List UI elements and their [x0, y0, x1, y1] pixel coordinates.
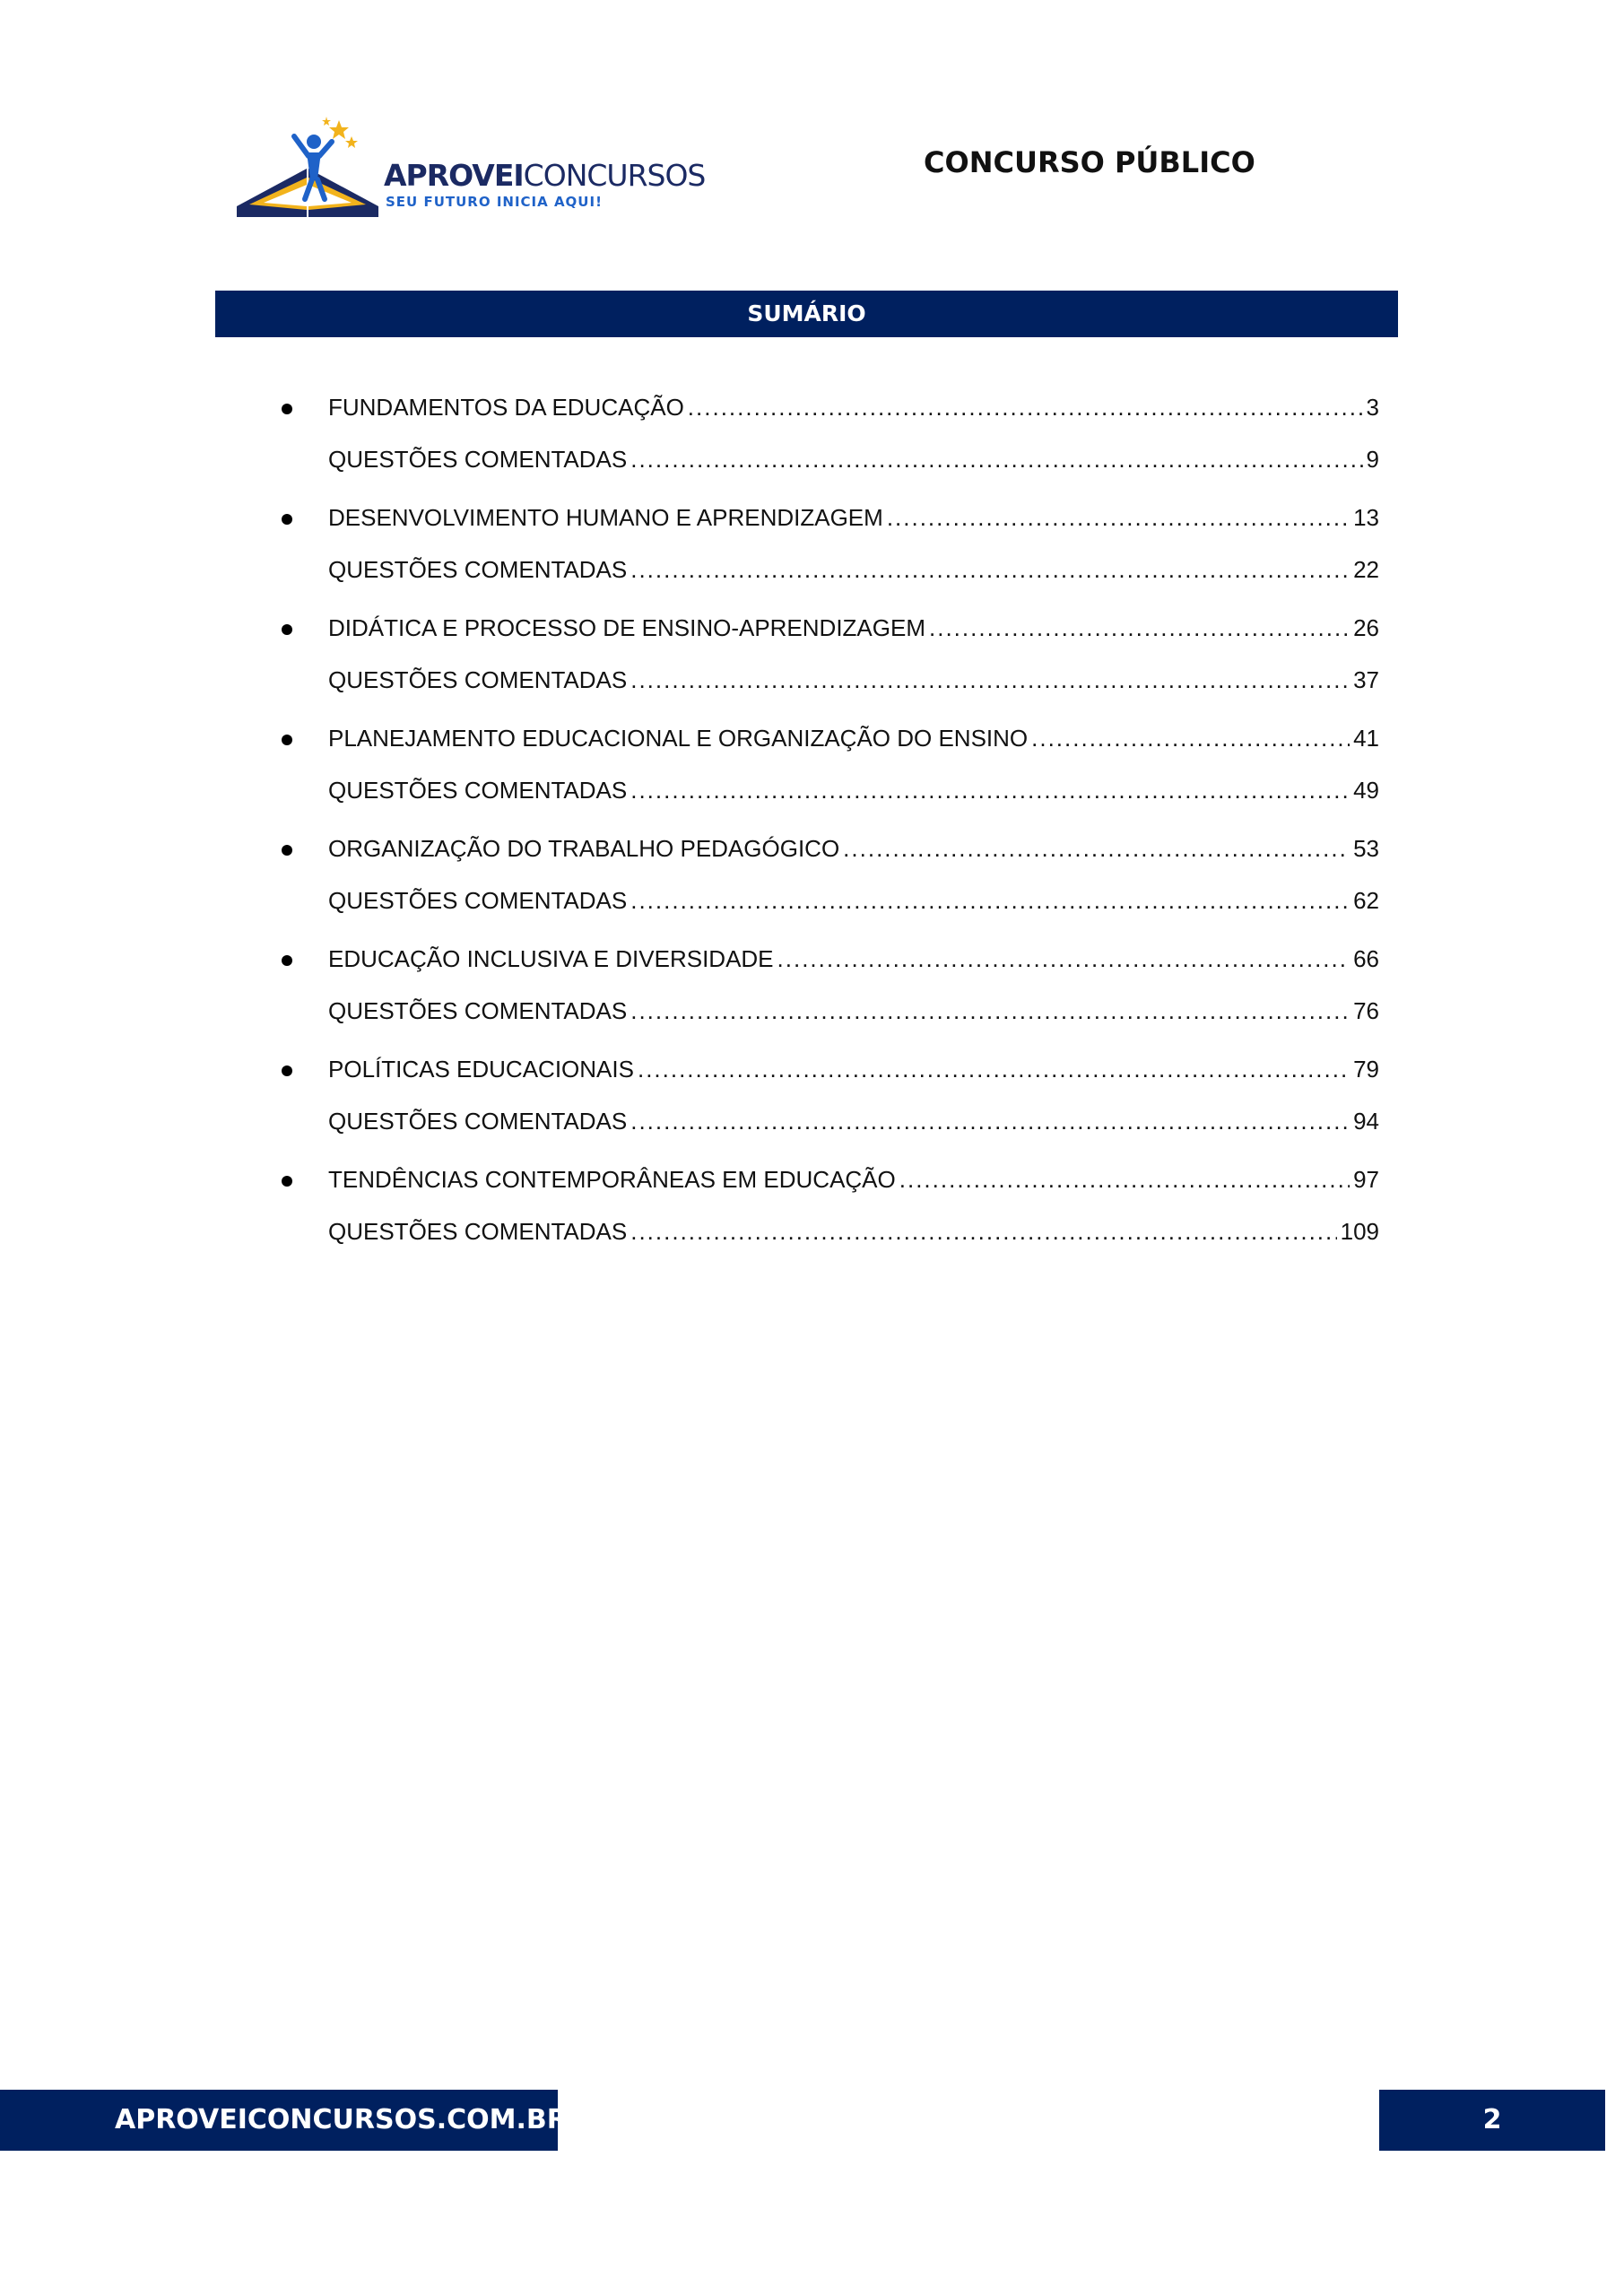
toc-bullet [282, 624, 292, 635]
toc-leader-dots [777, 945, 1350, 973]
toc-item-questions[interactable] [328, 879, 1379, 915]
summary-title-bar: SUMÁRIO [215, 291, 1398, 337]
toc-bullet [282, 735, 292, 745]
toc-item-label: DIDÁTICA E PROCESSO DE ENSINO-APRENDIZAGEM [328, 614, 925, 641]
toc-item-questions[interactable] [328, 548, 1379, 584]
toc-leader-dots [638, 1056, 1350, 1083]
toc-item-page: 9 [1366, 446, 1379, 473]
toc-bullet [282, 1176, 292, 1187]
toc-leader-dots [887, 504, 1350, 532]
toc-item-questions[interactable] [328, 1210, 1379, 1246]
page-header-title: CONCURSO PÚBLICO [924, 145, 1255, 179]
toc-item-page: 3 [1366, 394, 1379, 421]
toc-item-page: 66 [1353, 945, 1379, 972]
toc-item-label: QUESTÕES COMENTADAS [328, 887, 628, 914]
toc-item-section[interactable] [328, 717, 1379, 752]
brand-logo [231, 117, 706, 224]
toc-item-page: 76 [1353, 997, 1379, 1024]
toc-item-page: 53 [1353, 835, 1379, 862]
toc-leader-dots [929, 614, 1350, 642]
toc-item-section[interactable] [328, 1048, 1379, 1083]
book-graduate-icon [231, 117, 384, 224]
toc-item-page: 49 [1353, 777, 1379, 804]
toc-leader-dots [843, 835, 1350, 863]
toc-item-questions[interactable] [328, 769, 1379, 804]
logo-brand-text: APROVEICONCURSOS [384, 158, 706, 193]
toc-leader-dots [630, 887, 1350, 915]
toc-item-label: QUESTÕES COMENTADAS [328, 777, 628, 804]
toc-item-section[interactable] [328, 827, 1379, 863]
toc-item-page: 97 [1353, 1166, 1379, 1193]
toc-bullet [282, 404, 292, 414]
toc-leader-dots [630, 446, 1362, 474]
toc-item-label: DESENVOLVIMENTO HUMANO E APRENDIZAGEM [328, 504, 883, 531]
toc-item-label: QUESTÕES COMENTADAS [328, 556, 628, 583]
toc-bullet [282, 955, 292, 966]
toc-item-page: 22 [1353, 556, 1379, 583]
toc-item-label: EDUCAÇÃO INCLUSIVA E DIVERSIDADE [328, 945, 774, 972]
footer-page-number: 2 [1379, 2090, 1605, 2151]
toc-item-label: QUESTÕES COMENTADAS [328, 1108, 628, 1135]
toc-item-label: ORGANIZAÇÃO DO TRABALHO PEDAGÓGICO [328, 835, 840, 862]
toc-leader-dots [630, 556, 1350, 584]
toc-item-label: QUESTÕES COMENTADAS [328, 446, 628, 473]
toc-item-questions[interactable] [328, 438, 1379, 474]
toc-item-section[interactable] [328, 386, 1379, 422]
toc-item-page: 37 [1353, 666, 1379, 693]
toc-item-page: 79 [1353, 1056, 1379, 1083]
toc-bullet [282, 514, 292, 525]
toc-leader-dots [688, 394, 1363, 422]
toc-item-section[interactable] [328, 496, 1379, 532]
toc-leader-dots [630, 1218, 1336, 1246]
toc-item-questions[interactable] [328, 658, 1379, 694]
toc-leader-dots [899, 1166, 1350, 1194]
toc-item-questions[interactable] [328, 1100, 1379, 1135]
toc-item-label: PLANEJAMENTO EDUCACIONAL E ORGANIZAÇÃO DO ENSINO [328, 725, 1029, 752]
toc-item-page: 94 [1353, 1108, 1379, 1135]
toc-item-section[interactable] [328, 1158, 1379, 1194]
toc-item-label: QUESTÕES COMENTADAS [328, 666, 628, 693]
toc-item-questions[interactable] [328, 989, 1379, 1025]
toc-item-label: FUNDAMENTOS DA EDUCAÇÃO [328, 394, 684, 421]
toc-leader-dots [630, 666, 1350, 694]
toc-leader-dots [630, 1108, 1350, 1135]
toc-item-page: 13 [1353, 504, 1379, 531]
toc-item-label: QUESTÕES COMENTADAS [328, 997, 628, 1024]
toc-bullet [282, 845, 292, 856]
toc-item-page: 109 [1340, 1218, 1379, 1245]
toc-item-section[interactable] [328, 937, 1379, 973]
toc-item-label: QUESTÕES COMENTADAS [328, 1218, 628, 1245]
toc-item-label: POLÍTICAS EDUCACIONAIS [328, 1056, 634, 1083]
toc-leader-dots [1031, 725, 1350, 752]
toc-bullet [282, 1065, 292, 1076]
toc-item-label: TENDÊNCIAS CONTEMPORÂNEAS EM EDUCAÇÃO [328, 1166, 896, 1193]
toc-item-page: 62 [1353, 887, 1379, 914]
toc-leader-dots [630, 777, 1350, 804]
toc-item-page: 41 [1353, 725, 1379, 752]
footer-site-link[interactable]: APROVEICONCURSOS.COM.BR [0, 2090, 558, 2151]
logo-tagline: SEU FUTURO INICIA AQUI! [386, 194, 603, 210]
toc-item-page: 26 [1353, 614, 1379, 641]
toc-item-section[interactable] [328, 606, 1379, 642]
toc-leader-dots [630, 997, 1350, 1025]
